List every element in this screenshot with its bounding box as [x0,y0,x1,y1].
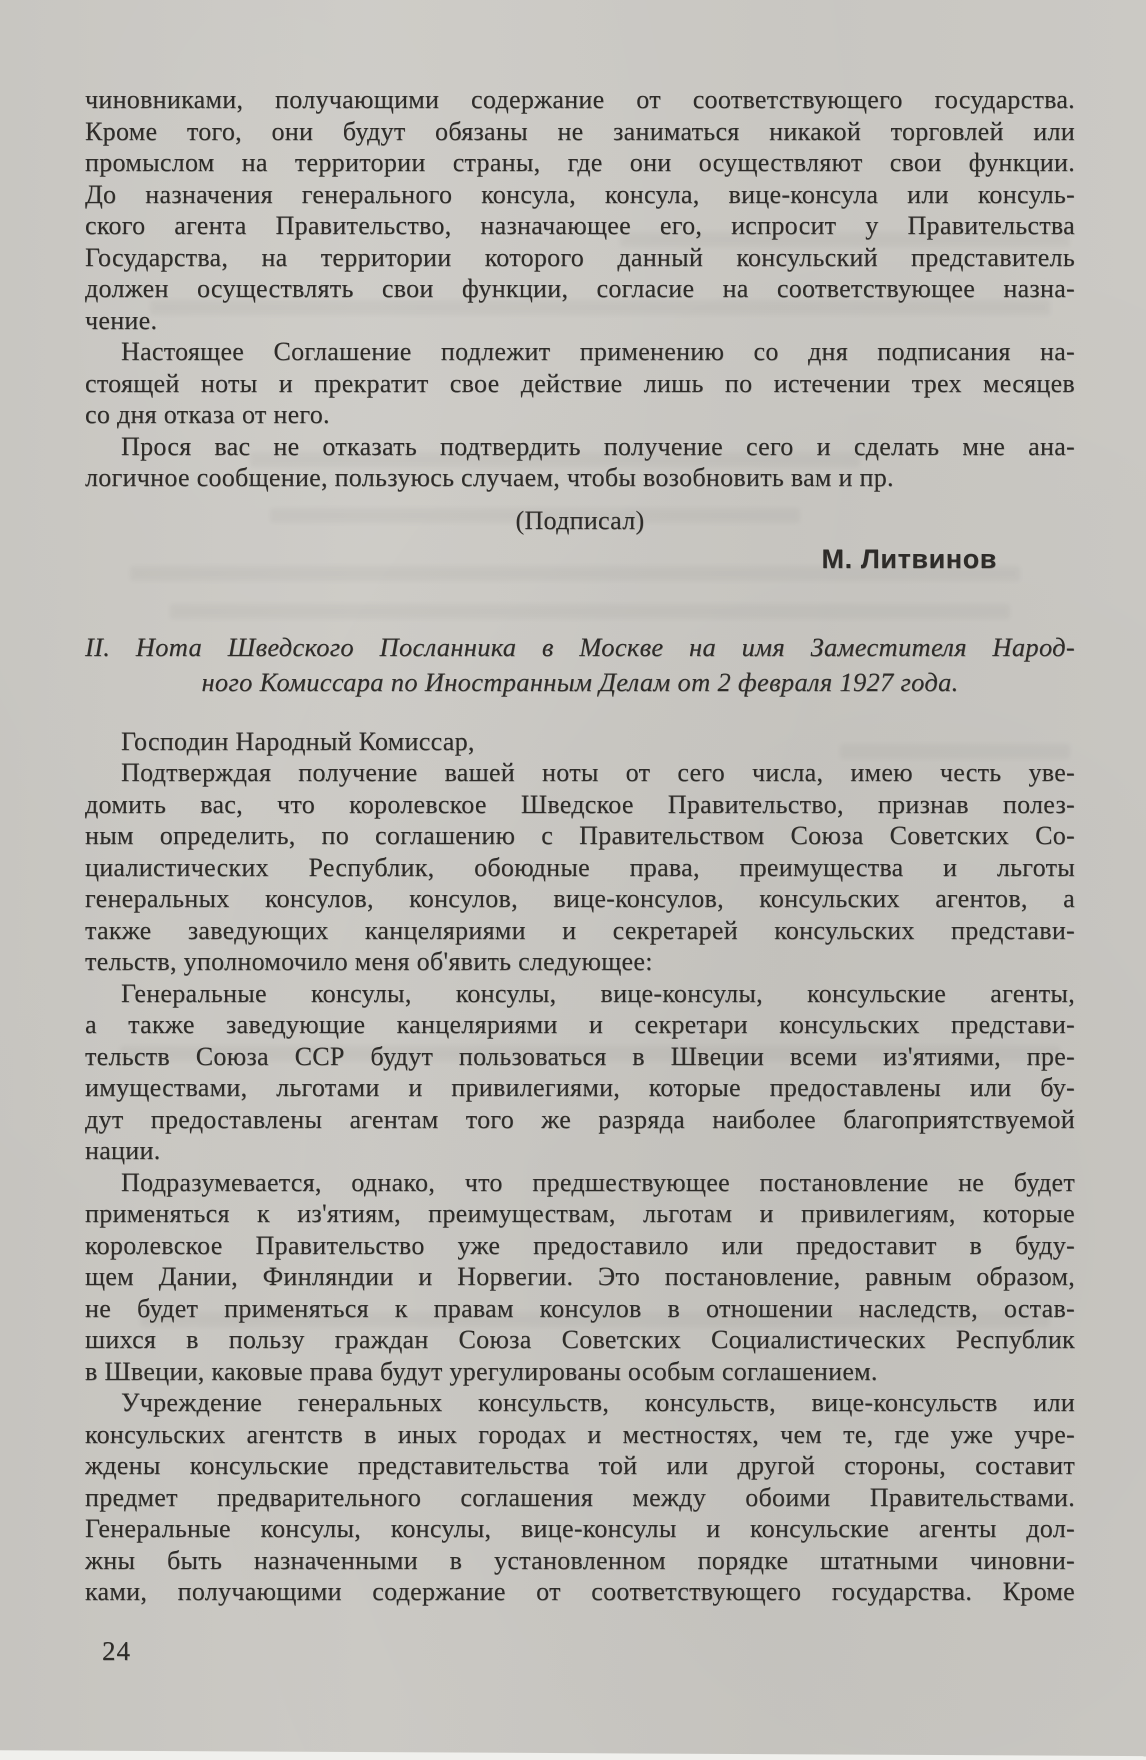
text-line: логичное сообщение, пользуюсь случаем, чтобы возобновить вам и пр. [85,463,894,492]
text-line: генеральных консулов, консулов, вице-консулов, консульских агентов, а [85,884,1075,913]
text-line: До назначения генерального консула, консула, вице-консула или консуль- [85,179,1075,209]
paragraph [85,726,1075,758]
text-line: имуществами, льготами и привилегиями, которые предоставлены или бу- [85,1073,1075,1102]
text-line: Генеральные консулы, консулы, вице-консулы и консульские агенты дол- [85,1514,1075,1543]
paragraph [85,336,1075,431]
text-line: нации. [85,1136,161,1165]
paragraph [85,1167,1075,1388]
text-line: чиновниками, получающими содержание от соответствующего государства. [85,85,1075,114]
page-number: 24 [102,1636,131,1666]
text-line: чение. [85,305,158,335]
text-line: должен осуществлять свои функции, согласие на соответствующее назна- [85,274,1075,303]
paragraph [85,978,1075,1167]
paragraph [85,431,1075,494]
text-line: ным определить, по соглашению с Правительством Союза Советских Со- [85,821,1075,850]
text-line: королевское Правительство уже предоставило или предоставит в буду- [85,1230,1075,1260]
note-heading [85,630,1075,700]
text-line: ждены консульские представительства той или другой стороны, составит [85,1451,1075,1480]
text-line: применяться к из'ятиям, преимуществам, льготам и привилегиям, которые [85,1199,1075,1228]
text-line: а также заведующие канцеляриями и секретари консульских представи- [85,1010,1075,1039]
paragraph [85,757,1075,978]
paragraph [85,84,1075,336]
heading-line: ного Комиссара по Иностранным Делам от 2 февраля 1927 года. [201,666,959,697]
text-line: ского агента Правительство, назначающее его, испросит у Правительства [85,211,1075,240]
text-line: со дня отказа от него. [85,400,330,429]
text-line: щем Дании, Финляндии и Норвегии. Это постановление, равным образом, [85,1262,1075,1291]
text-line: тельств, уполномочило меня об'явить следующее: [85,947,653,976]
text-line: Господин Народный Комиссар, [121,726,475,756]
text-line: также заведующих канцеляриями и секретарей консульских представи- [85,915,1075,945]
text-line: стоящей ноты и прекратит свое действие лишь по истечении трех месяцев [85,368,1075,398]
text-line: консульских агентств в иных городах и местностях, чем те, где уже учре- [85,1419,1075,1449]
document-text [85,84,1075,1608]
signed-label: (Подписал) [515,505,645,535]
text-line: Государства, на территории которого данный консульский представитель [85,242,1075,272]
text-line: в Швеции, каковые права будут урегулированы особым соглашением. [85,1356,878,1386]
text-line: дут предоставлены агентам того же разряда наиболее благоприятствуемой [85,1104,1075,1134]
text-line: промыслом на территории страны, где они осуществляют свои функции. [85,148,1075,177]
text-line: тельств Союза ССР будут пользоваться в Швеции всеми из'ятиями, пре- [85,1041,1075,1071]
signer-name: М. Литвинов [821,543,997,574]
text-line: предмет предварительного соглашения между обоими Правительствами. [85,1482,1075,1512]
heading-line: II. Нота Шведского Посланника в Москве на имя Заместителя Народ- [85,631,1075,662]
paragraph [85,1387,1075,1608]
signature-block [85,504,1075,576]
text-line: циалистических Республик, обоюдные права, преимущества и льготы [85,852,1075,882]
text-line: домить вас, что королевское Шведское Правительство, признав полез- [85,789,1075,819]
text-line: Настоящее Соглашение подлежит применению со дня подписания на- [121,337,1075,366]
text-line: Генеральные консулы, консулы, вице-консулы, консульские агенты, [121,978,1075,1008]
text-line: Прося вас не отказать подтвердить получение сего и сделать мне ана- [121,431,1075,461]
text-line: ками, получающими содержание от соответствующего государства. Кроме [85,1577,1075,1606]
text-line: Подтверждая получение вашей ноты от сего числа, имею честь уве- [121,758,1075,787]
text-line: Подразумевается, однако, что предшествующее постановление не будет [121,1167,1075,1197]
text-line: Учреждение генеральных консульств, консульств, вице-консульств или [121,1388,1075,1417]
text-line: Кроме того, они будут обязаны не заниматься никакой торговлей или [85,116,1075,146]
text-line: жны быть назначенными в установленном порядке штатными чиновни- [85,1545,1075,1575]
text-line: не будет применяться к правам консулов в отношении наследств, остав- [85,1293,1075,1323]
text-line: шихся в пользу граждан Союза Советских Социалистических Республик [85,1325,1075,1354]
scan-edge-bottom [0,1746,1146,1760]
